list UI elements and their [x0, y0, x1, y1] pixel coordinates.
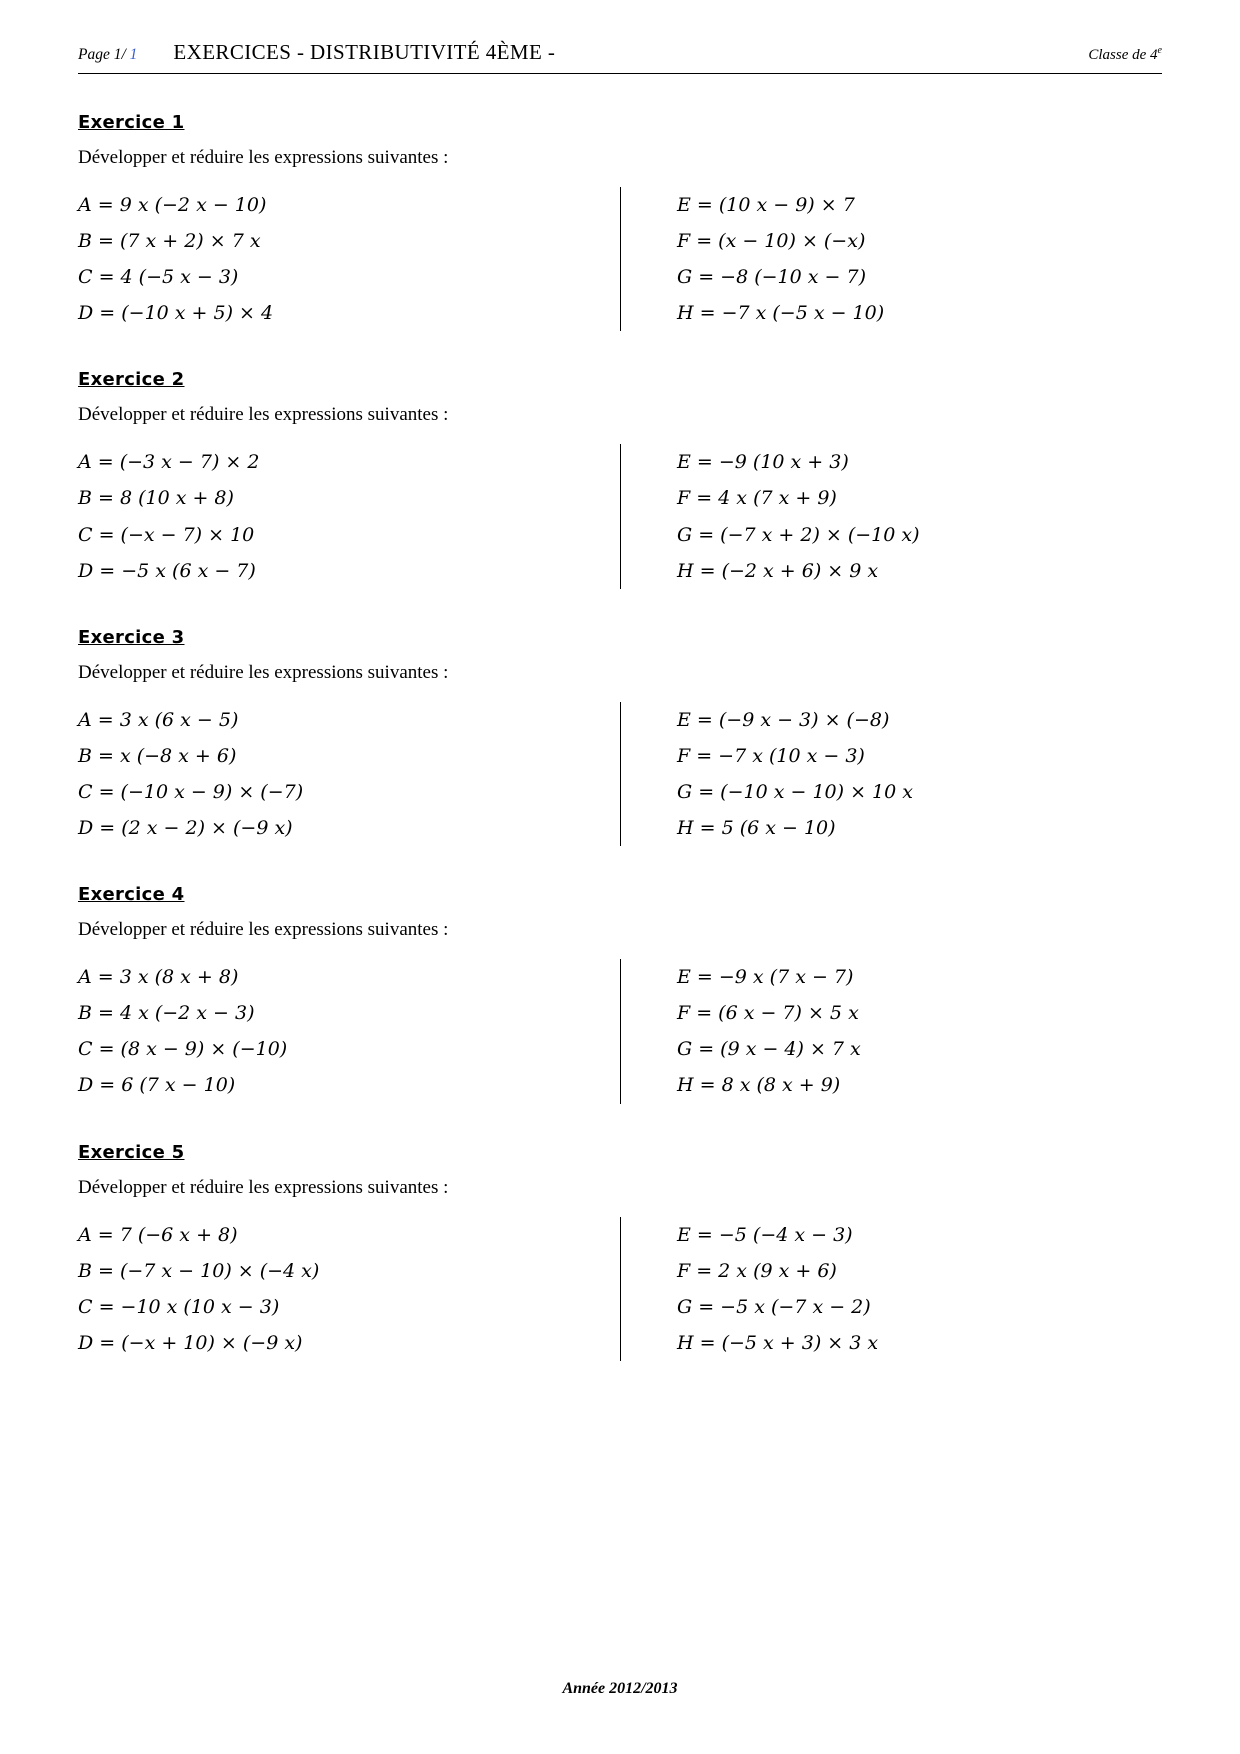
equation-item: E = −9 x (7 x − 7): [677, 966, 854, 989]
equation-item: H = (−5 x + 3) × 3 x: [677, 1331, 879, 1354]
equation-item: E = −9 (10 x + 3): [677, 451, 849, 474]
exercise-title: Exercice 4: [78, 884, 185, 906]
equation-item: G = (−7 x + 2) × (−10 x): [677, 523, 920, 546]
exercise-column-left: [78, 1217, 620, 1361]
exercise-instruction: Développer et réduire les expressions suivantes :: [78, 404, 449, 426]
exercise-columns: [78, 187, 1162, 331]
equation-item: D = 6 (7 x − 10): [78, 1074, 236, 1097]
class-superscript: e: [1157, 45, 1162, 56]
exercise-title: Exercice 5: [78, 1141, 185, 1163]
equation-item: E = −5 (−4 x − 3): [677, 1223, 853, 1246]
exercise-instruction: Développer et réduire les expressions suivantes :: [78, 919, 449, 941]
class-label: [1088, 45, 1162, 64]
equation-item: F = −7 x (10 x − 3): [677, 744, 865, 767]
equation-item: A = 3 x (6 x − 5): [78, 708, 239, 731]
equation-item: C = −10 x (10 x − 3): [78, 1295, 280, 1318]
page-indicator: [78, 46, 137, 64]
exercise-instruction: Développer et réduire les expressions suivantes :: [78, 661, 449, 683]
exercise-column-left: [78, 444, 620, 588]
equation-item: C = (−10 x − 9) × (−7): [78, 780, 304, 803]
equation-item: B = (−7 x − 10) × (−4 x): [78, 1259, 320, 1282]
equation-item: C = (−x − 7) × 10: [78, 523, 255, 546]
exercise-block-4: [78, 884, 1162, 1103]
equation-item: H = 5 (6 x − 10): [677, 817, 836, 840]
exercise-column-left: [78, 187, 620, 331]
exercise-columns: [78, 1217, 1162, 1361]
equation-item: A = 9 x (−2 x − 10): [78, 194, 267, 216]
equation-item: D = (−10 x + 5) × 4: [78, 302, 274, 325]
equation-item: B = 4 x (−2 x − 3): [78, 1002, 255, 1025]
page-label: Page 1/: [78, 46, 126, 63]
equation-item: A = (−3 x − 7) × 2: [78, 451, 260, 474]
class-text: Classe de 4: [1088, 47, 1158, 63]
exercise-block-1: [78, 112, 1162, 331]
exercise-column-right: [620, 187, 1162, 331]
exercise-block-5: [78, 1142, 1162, 1361]
equation-item: G = −5 x (−7 x − 2): [677, 1295, 871, 1318]
exercise-column-left: [78, 959, 620, 1103]
exercise-block-2: [78, 369, 1162, 588]
equation-item: A = 7 (−6 x + 8): [78, 1223, 238, 1246]
exercise-column-right: [620, 702, 1162, 846]
document-title: EXERCICES - DISTRIBUTIVITÉ 4ÈME -: [173, 40, 556, 64]
equation-item: E = (10 x − 9) × 7: [677, 194, 855, 216]
exercise-instruction: Développer et réduire les expressions suivantes :: [78, 1176, 449, 1198]
exercise-instruction: Développer et réduire les expressions suivantes :: [78, 147, 449, 168]
page-number: 1: [129, 46, 138, 63]
exercise-title: Exercice 1: [78, 112, 185, 133]
page-footer: Année 2012/2013: [562, 1680, 678, 1697]
exercise-columns: [78, 959, 1162, 1103]
equation-item: F = 4 x (7 x + 9): [677, 487, 837, 510]
equation-item: C = 4 (−5 x − 3): [78, 266, 239, 289]
exercise-column-right: [620, 444, 1162, 588]
exercise-title: Exercice 3: [78, 626, 185, 648]
equation-item: D = −5 x (6 x − 7): [78, 559, 256, 582]
equation-item: G = (−10 x − 10) × 10 x: [677, 780, 913, 803]
equation-item: E = (−9 x − 3) × (−8): [677, 708, 890, 731]
equation-item: A = 3 x (8 x + 8): [78, 966, 239, 989]
equation-item: H = −7 x (−5 x − 10): [677, 302, 885, 325]
exercise-columns: [78, 702, 1162, 846]
page-header: [78, 40, 1162, 74]
equation-item: F = (x − 10) × (−x): [677, 230, 866, 253]
equation-item: F = 2 x (9 x + 6): [677, 1259, 837, 1282]
equation-item: C = (8 x − 9) × (−10): [78, 1038, 288, 1061]
exercise-column-left: [78, 702, 620, 846]
exercise-column-right: [620, 1217, 1162, 1361]
exercise-column-right: [620, 959, 1162, 1103]
equation-item: H = 8 x (8 x + 9): [677, 1074, 841, 1097]
equation-item: B = (7 x + 2) × 7 x: [78, 230, 261, 253]
equation-item: D = (2 x − 2) × (−9 x): [78, 817, 293, 840]
equation-item: G = −8 (−10 x − 7): [677, 266, 866, 289]
equation-item: B = 8 (10 x + 8): [78, 487, 234, 510]
exercise-columns: [78, 444, 1162, 588]
equation-item: B = x (−8 x + 6): [78, 744, 237, 767]
equation-item: D = (−x + 10) × (−9 x): [78, 1331, 303, 1354]
equation-item: G = (9 x − 4) × 7 x: [677, 1038, 861, 1061]
exercise-block-3: [78, 627, 1162, 846]
exercise-title: Exercice 2: [78, 369, 185, 391]
equation-item: H = (−2 x + 6) × 9 x: [677, 559, 879, 582]
equation-item: F = (6 x − 7) × 5 x: [677, 1002, 859, 1025]
